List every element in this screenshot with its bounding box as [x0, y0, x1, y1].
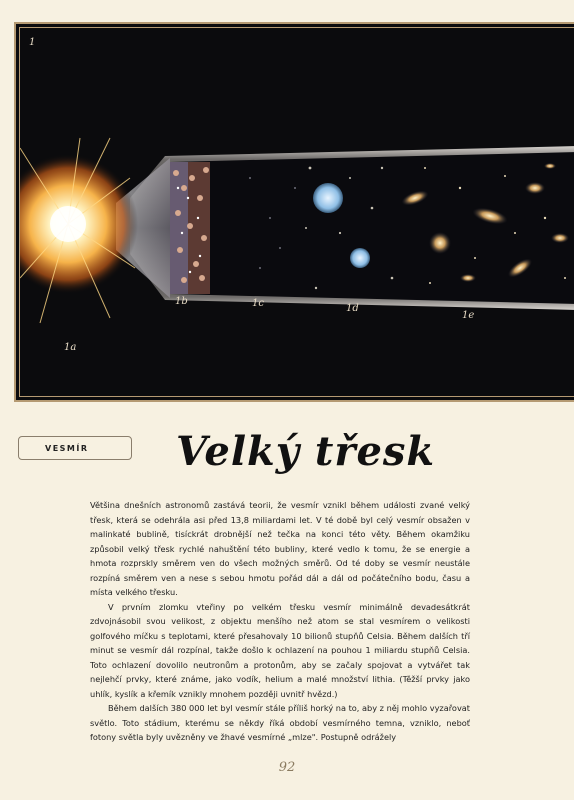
paragraph: Během dalších 380 000 let byl vesmír stále příliš horký na to, aby z něj mohlo vyzařovat světlo. Toto stádium, kterému se někdy říká období vesmírného temna, vzniklo, neboť fotony světla byly uvězněny ve žhavé vesmírné „mlze". Postupně odrážely [90, 703, 471, 742]
big-bang-illustration [19, 27, 574, 397]
label-1c: 1c [252, 298, 264, 309]
paragraph: V prvním zlomku vteřiny po velkém třesku vesmír minimálně devadesátkrát zdvojnásobil svou velikost, z objektu menšího než atom se stal vesmírem o velikosti golfového míčku s teplotami, které přesahovaly 10 bilionů stupňů Celsia. Během dalších tří minut se vesmír dál rozpínal, takže došlo k ochlazení na pouhou 1 miliardu stupňů Celsia. Toto ochlazení dovolilo neutronům a protonům, aby se začaly spojovat a vytvářet tak nejlehčí prvky, které známe, jako vodík, helium a malé množství lithia. (Těžší prvky jako uhlík, kyslík a křemík vznikly mnohem později uvnitř hvězd.) [90, 601, 470, 699]
illustration-frame [14, 22, 574, 402]
article-body [90, 498, 470, 745]
label-1e: 1e [462, 310, 475, 321]
page-title: Velký třesk [176, 428, 436, 475]
big-bang-explosion [20, 138, 138, 323]
big-bang-timeline-graphic [20, 28, 574, 397]
figure-number: 1 [29, 37, 36, 48]
label-1b: 1b [175, 296, 188, 307]
page-number: 92 [278, 760, 296, 775]
label-1a: 1a [64, 342, 77, 353]
paragraph: Většina dnešních astronomů zastává teorii, že vesmír vznikl během události zvané velký třesk, která se odehrála asi před 13,8 miliardami let. V té době byl celý vesmír obsažen v malinkaté bublině, tisíckrát drobnější než tečka na konci této věty. Během okamžiku způsobil velký třesk rychlé nahuštění této bubliny, které vedlo k tomu, že se energie a hmota rozprskly směrem ven do všech možných směrů. Od té doby se vesmír neustále rozpíná směrem ven a nese s sebou hmotu pořád dál a dál od počátečního bodu, času a místa velkého třesku. [90, 500, 470, 597]
section-tag: VESMÍR [18, 436, 132, 460]
particle-soup [170, 162, 210, 294]
label-1d: 1d [346, 303, 359, 314]
